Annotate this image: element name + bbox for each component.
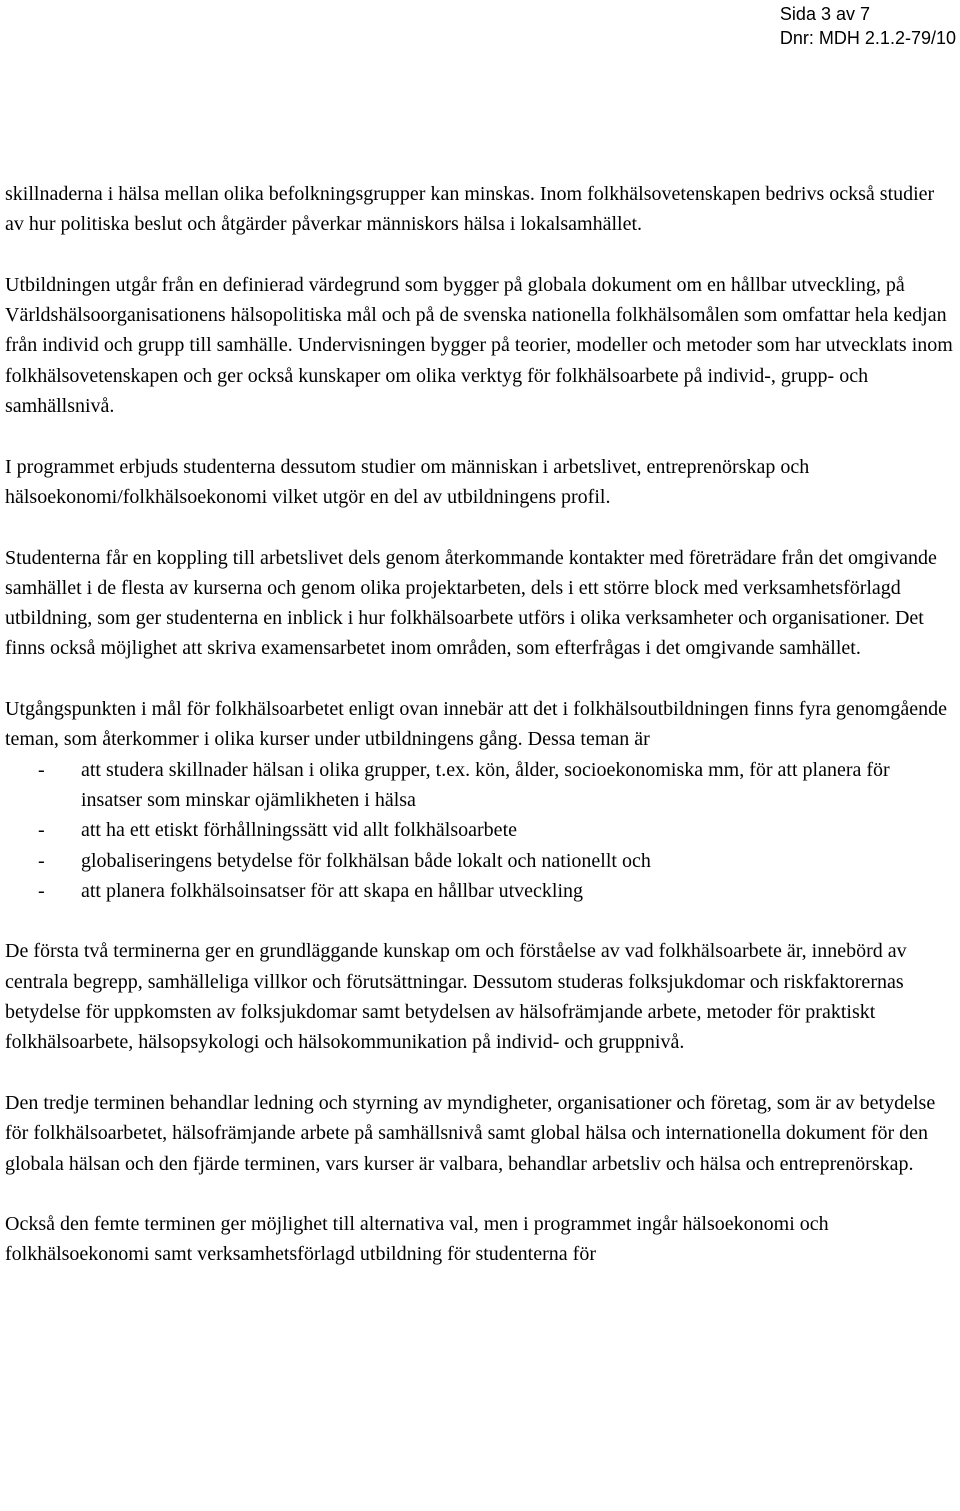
paragraph-working-life: Studenterna får en koppling till arbetslivet dels genom återkommande kontakter med företrädare från det omgivande samhället i de flesta av kurserna och genom olika projektarbeten, dels i ett större block med verksamhetsförlagd utbildning, som ger studenterna en inblick i hur folkhälsoarbete utförs i olika verksamheter och organisationer. Det finns också möjlighet att skriva examensarbetet inom områden, som efterfrågas i det omgivande samhället. — [5, 546, 937, 660]
paragraph-program-profile: I programmet erbjuds studenterna dessutom studier om människan i arbetslivet, entreprenörskap och hälsoekonomi/folkhälsoekonomi vilket utgör en del av utbildningens profil. — [5, 455, 810, 508]
paragraph-fifth-term: Också den femte terminen ger möjlighet till alternativa val, men i programmet ingår hälsoekonomi och folkhälsoekonomi samt verksamhetsförlagd utbildning för studenterna för — [5, 1213, 829, 1266]
paragraph-first-terms: De första två terminerna ger en grundläggande kunskap om och förståelse av vad folkhälsoarbete är, innebörd av centrala begrepp, samhälleliga villkor och förutsättningar. Dessutom studeras folksjukdomar och riskfaktorernas betydelse för uppkomsten av folksjukdomar samt betydelsen av hälsofrämjande arbete, metoder för praktiskt folkhälsoarbete, hälsopsykologi och hälsokommunikation på individ- och gruppnivå. — [5, 940, 907, 1054]
bullet-dash: - — [38, 849, 45, 872]
document-reference: Dnr: MDH 2.1.2-79/10 — [779, 28, 956, 48]
paragraph-health-differences: skillnaderna i hälsa mellan olika befolkningsgrupper kan minskas. Inom folkhälsovetenskapen bedrivs också studier av hur politiska beslut och åtgärder påverkar människors hälsa i lokalsamhället. — [5, 183, 935, 236]
list-item: - att ha ett etiskt förhållningssätt vid allt folkhälsoarbete — [5, 815, 955, 845]
page-number: Sida 3 av 7 — [779, 4, 870, 24]
bullet-dash: - — [38, 879, 45, 902]
bullet-dash: - — [38, 758, 45, 781]
list-item: - att planera folkhälsoinsatser för att skapa en hållbar utveckling — [5, 876, 955, 906]
bullet-dash: - — [38, 819, 45, 842]
themes-list — [5, 755, 955, 906]
list-item: - att studera skillnader hälsan i olika grupper, t.ex. kön, ålder, socioekonomiska mm, för att planera för insatser som minskar ojämlikheten i hälsa — [5, 755, 955, 816]
paragraph-third-term: Den tredje terminen behandlar ledning och styrning av myndigheter, organisationer och företag, som är av betydelse för folkhälsoarbetet, hälsofrämjande arbete på samhällsnivå samt global hälsa och internationella dokument för den globala hälsan och den fjärde terminen, vars kurser är valbara, behandlar arbetsliv och hälsa och entreprenörskap. — [5, 1091, 936, 1175]
page-header — [780, 2, 956, 50]
paragraph-value-foundation: Utbildningen utgår från en definierad värdegrund som bygger på globala dokument om en hållbar utveckling, på Världshälsoorganisationens hälsopolitiska mål och på de svenska nationella folkhälsomålen som omfattar hela kedjan från individ och grupp till samhälle. Undervisningen bygger på teorier, modeller och metoder som har utvecklats inom folkhälsovetenskapen och ger också kunskaper om olika verktyg för folkhälsoarbete på individ-, grupp- och samhällsnivå. — [5, 273, 953, 418]
list-item: - globaliseringens betydelse för folkhälsan både lokalt och nationellt och — [5, 846, 955, 876]
paragraph-themes-intro: Utgångspunkten i mål för folkhälsoarbetet enligt ovan innebär att det i folkhälsoutbildningen finns fyra genomgående teman, som återkommer i olika kurser under utbildningens gång. Dessa teman är — [5, 698, 947, 751]
document-body — [5, 179, 955, 1300]
